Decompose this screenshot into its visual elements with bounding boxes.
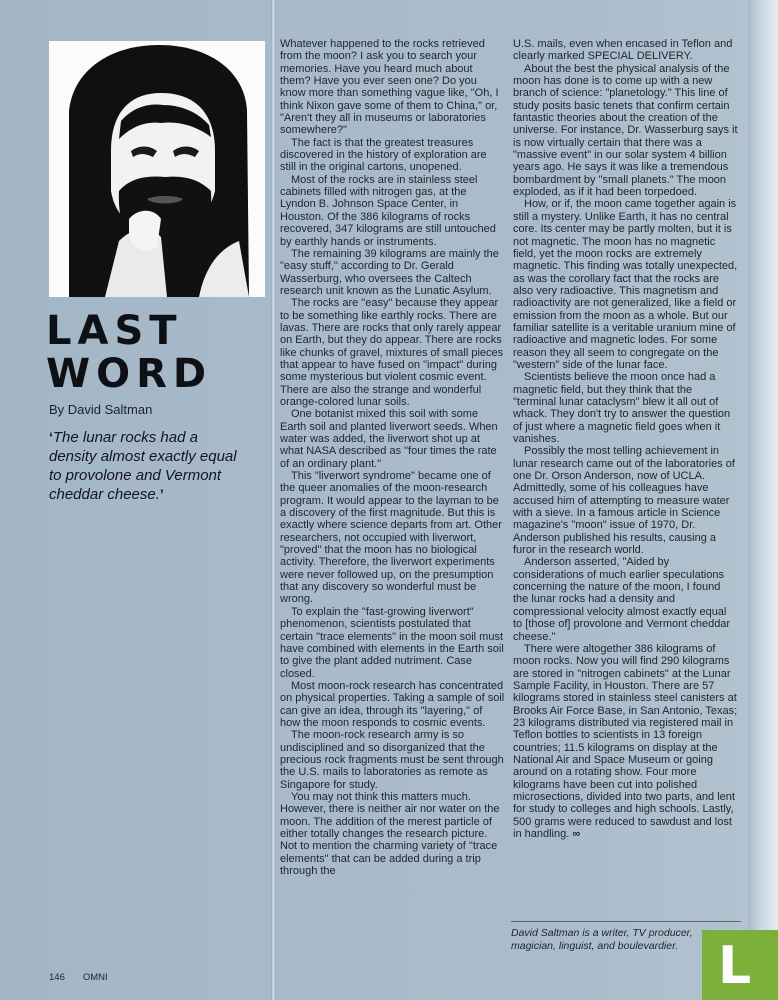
page-edge xyxy=(748,0,778,1000)
paragraph: You may not think this matters much. However, there is neither air nor water on the moon. The addition of the merest particle of either totally changes the research picture. Not to mention the charming variety of "trace elements" that can be added during a trip through the xyxy=(280,790,500,878)
pull-quote xyxy=(49,428,249,504)
body-column-right xyxy=(513,38,738,840)
paragraph: U.S. mails, even when encased in Teflon and clearly marked SPECIAL DELIVERY. xyxy=(513,38,733,63)
paragraph xyxy=(513,643,738,841)
paragraph: The moon-rock research army is so undisciplined and so disorganized that the precious rock fragments must be sent through the U.S. mails to laboratories as remote as Singapore for study. xyxy=(280,729,504,791)
author-bio: David Saltman is a writer, TV producer, magician, linguist, and boulevardier. xyxy=(511,927,693,952)
paragraph: One botanist mixed this soil with some Earth soil and planted liverwort seeds. When water was added, the liverwort shot up at what NASA described as "four times the rate of an ordinary plant." xyxy=(280,408,498,470)
byline: By David Saltman xyxy=(49,402,153,417)
paragraph: Anderson asserted, "Aided by considerations of much earlier speculations concerning the nature of the moon, I found the lunar rocks had a density and compressional velocity almost exactly equal to [those of] provolone and Vermont cheddar cheese." xyxy=(513,556,731,643)
paragraph: To explain the "fast-growing liverwort" phenomenon, scientists postulated that certain "trace elements" in the moon soil must have combined with elements in the Earth soil to give the plant added nutriment. Case closed. xyxy=(280,605,504,680)
article-title xyxy=(46,310,262,396)
author-portrait xyxy=(49,41,265,297)
paragraph: Most moon-rock research has concentrated on physical properties. Taking a sample of soil can give an idea, through its "layering," of how the moon responds to cosmic events. xyxy=(280,679,505,729)
library-sticker xyxy=(702,930,778,1000)
title-line-2: WORD xyxy=(46,351,213,397)
portrait-illustration xyxy=(49,41,265,297)
close-quote-mark: ’ xyxy=(159,486,164,502)
paragraph: Scientists believe the moon once had a magnetic field, but they think that the "terminal lunar cataclysm" blew it all out of whack. They don't try to answer the question of just where a magnetic field goes when it vanishes. xyxy=(513,371,731,445)
paragraph: About the best the physical analysis of the moon has done is to come up with a new branch of science: "planetology." This line of study posits basic tenets that confirm certain fantastic theories about the creation of the universe. For instance, Dr. Wasserburg says it is now virtually certain that there was a "massive event" in our solar system 4 billion years ago. He says it was like a tremendous bombardment by "small planets." The moon exploded, as if it had been torpedoed. xyxy=(513,62,738,199)
page-number: 146 xyxy=(49,972,65,983)
page-gutter xyxy=(271,0,275,1000)
bio-divider xyxy=(511,921,741,922)
end-mark-icon: ∞ xyxy=(572,828,579,840)
paragraph: The fact is that the greatest treasures discovered in the history of exploration are still in the original cartons, unopened. xyxy=(280,136,487,174)
open-quote-mark: ‘ xyxy=(49,429,53,445)
sticker-letter: L xyxy=(718,936,752,996)
magazine-name: OMNI xyxy=(82,972,108,983)
paragraph: Most of the rocks are in stainless steel cabinets filled with nitrogen gas, at the Lyndon B. Johnson Space Center, in Houston. Of the 386 kilograms of rocks recovered, 347 kilograms are still untouched by earthly hands or instruments. xyxy=(280,173,496,248)
folio xyxy=(49,972,126,983)
paragraph: This "liverwort syndrome" became one of the queer anomalies of the moon-research program. It would appear to the layman to be a discovery of the first magnitude. But this is exactly where science departs from art. Other researchers, not occupied with liverwort, "proved" that the moon has no biological activity. Therefore, the liverwort experiments were never followed up, on the presumption that any discovery so wonderful must be wrong. xyxy=(280,470,502,606)
paragraph: The rocks are "easy" because they appear to be something like earthly rocks. There are lavas. There are rocks that only rarely appear on Earth, but they do appear. There are rocks like chunks of gravel, mixtures of small pieces that appear to have fused on "impact" during some mysterious but violent cosmic event. There are also the strange and wonderful orange-colored lunar soils. xyxy=(280,297,504,408)
paragraph: The remaining 39 kilograms are mainly the "easy stuff," according to Dr. Gerald Wasserburg, who oversees the Caltech research unit known as the Lunatic Asylum. xyxy=(280,247,499,297)
title-line-1: LAST xyxy=(46,308,183,354)
paragraph: Whatever happened to the rocks retrieved from the moon? I ask you to search your memories. Have you heard much about them? Have you ever seen one? Do you know more than something vague like, "Oh, I think Nixon gave some of them to China," or, "Aren't they all in museums or laboratories somewhere?" xyxy=(280,38,499,137)
last-paragraph-text: There were altogether 386 kilograms of moon rocks. Now you will find 290 kilograms are stored in "nitrogen cabinets" at the Lunar Sample Facility, in Houston. There are 57 kilograms stored in stainless steel canisters at Brooks Air Force Base, in San Antonio, Texas; 23 kilograms distributed via registered mail in Teflon bottles to scientists in 13 foreign countries; 11.5 kilograms on display at the National Air and Space Museum or going around on a rotating show. Four more kilograms have been cut into polished microsections, divided into two parts, and lent for study to colleges and high schools. Lastly, 500 grams were reduced to sawdust and lost in handling. xyxy=(513,642,738,840)
body-column-middle xyxy=(280,38,505,877)
paragraph: How, or if, the moon came together again is still a mystery. Unlike Earth, it has no central core. Its center may be partly molten, but it is not magnetic. The moon has no magnetic field, yet the moon rocks are extremely magnetic. This finding was totally unexpected, as was the corollary fact that the rocks are also very radioactive. This magnetism and radioactivity are not generalized, like a field or emission from the moon as a whole. But our familiar satellite is a veritable uranium mine of radioactive and magnetic lodes. For some reason they all seem to congregate on the "western" side of the lunar face. xyxy=(513,198,738,371)
paragraph: Possibly the most telling achievement in lunar research came out of the laboratories of one Dr. Orson Anderson, now of UCLA. Admittedly, some of his colleagues have accused him of attempting to measure water with a sieve. In a famous article in Science magazine's "moon" issue of 1970, Dr. Anderson published his results, causing a furor in the research world. xyxy=(513,445,735,557)
pull-quote-text: The lunar rocks had a density almost exactly equal to provolone and Vermont cheddar cheese. xyxy=(49,429,237,503)
